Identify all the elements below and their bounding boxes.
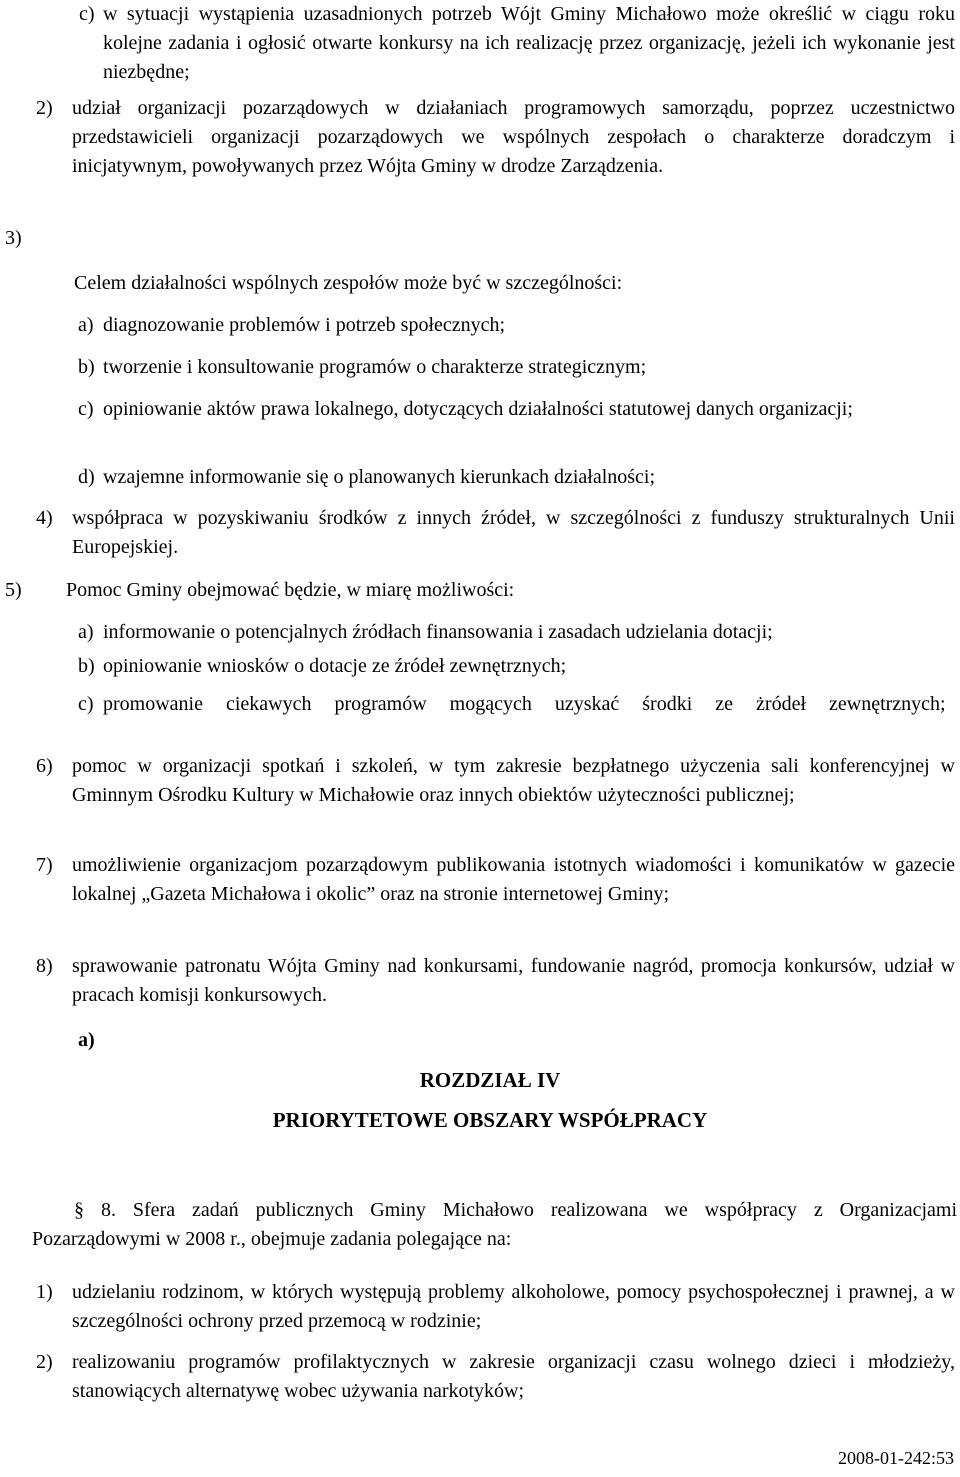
celem-heading: Celem działalności wspólnych zespołów może być w szczególności: xyxy=(74,272,623,294)
chapter-subtitle: PRIORYTETOWE OBSZARY WSPÓŁPRACY xyxy=(272,1108,708,1132)
section-8-item-2-label: 2) xyxy=(36,1351,53,1373)
celem-a-text: diagnozowanie problemów i potrzeb społecznych; xyxy=(103,314,506,336)
item-7-text: umożliwienie organizacjom pozarządowym publikowania istotnych wiadomości i komunikatów w gazecie lokalnej „Gazeta Michałowa i okolic” oraz na stronie internetowej Gminy; xyxy=(72,854,955,905)
stray-a-label: a) xyxy=(78,1029,95,1051)
item-8-label: 8) xyxy=(36,955,53,977)
section-8-item-1-text: udzielaniu rodzinom, w których występują problemy alkoholowe, pomocy psychospołecznej i prawnej, a w szczególności ochrony przed przemocą w rodzinie; xyxy=(72,1281,955,1332)
item-5-text: Pomoc Gminy obejmować będzie, w miarę możliwości: xyxy=(66,579,515,601)
chapter-title: ROZDZIAŁ IV xyxy=(419,1068,561,1092)
item-2-label: 2) xyxy=(36,97,53,119)
item-3-label: 3) xyxy=(5,227,22,249)
celem-b-label: b) xyxy=(78,356,95,378)
item-4-text: współpraca w pozyskiwaniu środków z innych źródeł, w szczególności z funduszy strukturalnych Unii Europejskiej. xyxy=(72,507,955,558)
page-footer-code: 2008-01-242:53 xyxy=(838,1448,954,1468)
pomoc-c-text: promowanie ciekawych programów mogących uzyskać środki ze żródeł zewnętrznych; xyxy=(103,693,946,715)
item-4-label: 4) xyxy=(36,507,53,529)
item-c-top-text: w sytuacji wystąpienia uzasadnionych potrzeb Wójt Gminy Michałowo może określić w ciągu roku kolejne zadania i ogłosić otwarte konkursy na ich realizację przez organizację, jeżeli ich wykonanie jest niezbędne; xyxy=(103,3,955,83)
item-2-text: udział organizacji pozarządowych w działaniach programowych samorządu, poprzez uczestnictwo przedstawicieli organizacji pozarządowych we wspólnych zespołach o charakterze doradczym i inicjatywnym, powoływanych przez Wójta Gminy w drodze Zarządzenia. xyxy=(72,97,955,177)
section-8-item-2-text: realizowaniu programów profilaktycznych w zakresie organizacji czasu wolnego dzieci i młodzieży, stanowiących alternatywę wobec używania narkotyków; xyxy=(72,1351,955,1402)
celem-d-text: wzajemne informowanie się o planowanych kierunkach działalności; xyxy=(103,466,656,488)
section-8-item-1-label: 1) xyxy=(36,1281,53,1303)
pomoc-b-text: opiniowanie wniosków o dotacje ze źródeł zewnętrznych; xyxy=(103,655,567,677)
item-5-label: 5) xyxy=(5,579,22,601)
section-8-intro: § 8. Sfera zadań publicznych Gminy Michałowo realizowana we współpracy z Organizacjami Pozarządowymi w 2008 r., obejmuje zadania polegające na: xyxy=(32,1199,957,1250)
celem-a-label: a) xyxy=(78,314,94,336)
celem-d-label: d) xyxy=(78,466,95,488)
celem-b-text: tworzenie i konsultowanie programów o charakterze strategicznym; xyxy=(103,356,647,378)
pomoc-a-label: a) xyxy=(78,621,94,643)
item-7-label: 7) xyxy=(36,854,53,876)
item-c-top-label: c) xyxy=(79,3,95,25)
item-6-text: pomoc w organizacji spotkań i szkoleń, w tym zakresie bezpłatnego użyczenia sali konferencyjnej w Gminnym Ośrodku Kultury w Michałowie oraz innych obiektów użyteczności publicznej; xyxy=(72,755,955,806)
item-8-text: sprawowanie patronatu Wójta Gminy nad konkursami, fundowanie nagród, promocja konkursów, udział w pracach komisji konkursowych. xyxy=(72,955,955,1006)
celem-c-text: opiniowanie aktów prawa lokalnego, dotyczących działalności statutowej danych organizacji; xyxy=(103,398,853,420)
celem-c-label: c) xyxy=(78,398,94,420)
pomoc-c-label: c) xyxy=(78,693,94,715)
pomoc-a-text: informowanie o potencjalnych źródłach finansowania i zasadach udzielania dotacji; xyxy=(103,621,773,643)
item-6-label: 6) xyxy=(36,755,53,777)
pomoc-b-label: b) xyxy=(78,655,95,677)
